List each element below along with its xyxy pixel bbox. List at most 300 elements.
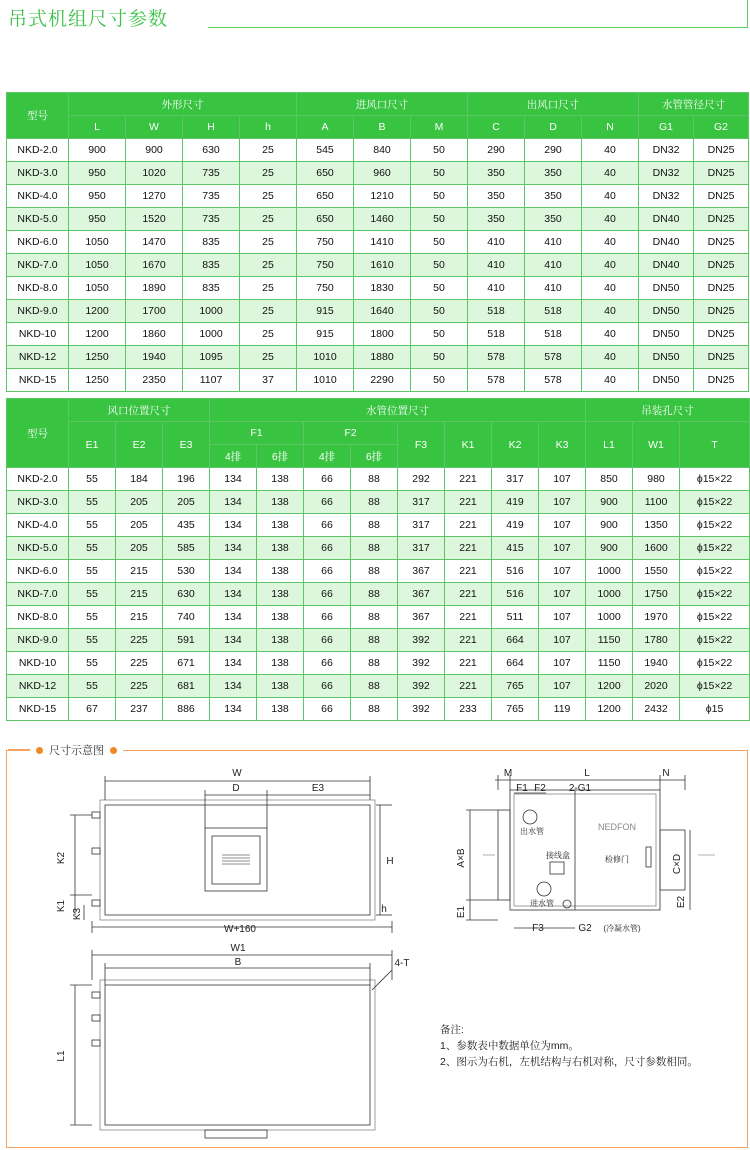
table-cell: 740 (163, 606, 210, 629)
table-cell: 392 (398, 698, 445, 721)
table-cell: 25 (240, 162, 297, 185)
table-cell: 138 (257, 514, 304, 537)
table-cell: DN25 (694, 346, 749, 369)
table-cell: ϕ15×22 (680, 537, 750, 560)
table-cell: 1520 (126, 208, 183, 231)
table-cell: 66 (304, 560, 351, 583)
model-header: 型号 (7, 93, 69, 139)
table-cell: 1600 (633, 537, 680, 560)
table-cell: 1050 (69, 231, 126, 254)
table-cell: 221 (445, 652, 492, 675)
table-cell: 66 (304, 698, 351, 721)
model-cell: NKD-7.0 (7, 583, 69, 606)
table-cell: 107 (539, 468, 586, 491)
table-cell: 518 (525, 323, 582, 346)
side-casing (510, 790, 660, 910)
table-cell: 66 (304, 675, 351, 698)
table-cell: 1890 (126, 277, 183, 300)
table-cell: ϕ15 (680, 698, 750, 721)
table-cell: 350 (468, 208, 525, 231)
table-cell: DN40 (639, 254, 694, 277)
table-cell: 107 (539, 583, 586, 606)
model-cell: NKD-9.0 (7, 300, 69, 323)
table-cell: 88 (351, 514, 398, 537)
table-cell: 205 (163, 491, 210, 514)
table-cell: 25 (240, 254, 297, 277)
table-cell: 578 (525, 369, 582, 392)
model-cell: NKD-4.0 (7, 185, 69, 208)
table-cell: 215 (116, 583, 163, 606)
table-cell: 511 (492, 606, 539, 629)
table-cell: 184 (116, 468, 163, 491)
table-cell: 25 (240, 139, 297, 162)
group-header-outlet: 出风口尺寸 (468, 93, 639, 116)
table-cell: 205 (116, 514, 163, 537)
table-cell: DN50 (639, 300, 694, 323)
label-access-door: 检修门 (605, 855, 629, 864)
table-cell: 107 (539, 537, 586, 560)
group-header-inlet: 进风口尺寸 (297, 93, 468, 116)
col-header-w1: W1 (633, 422, 680, 468)
label-junction-box: 接线盒 (546, 851, 570, 860)
table-cell: 765 (492, 698, 539, 721)
col-header-a: A (297, 116, 354, 139)
table-cell: 225 (116, 652, 163, 675)
col-header-g2: G2 (694, 116, 749, 139)
table-cell: DN25 (694, 300, 749, 323)
table-cell: 630 (163, 583, 210, 606)
table-cell: 55 (69, 629, 116, 652)
table-cell: 1000 (183, 300, 240, 323)
notes-line-2: 2、图示为右机，左机结构与右机对称，尺寸参数相同。 (440, 1056, 698, 1068)
table-cell: 134 (210, 468, 257, 491)
table-cell: 66 (304, 514, 351, 537)
table-cell: 1460 (354, 208, 411, 231)
table-cell: 196 (163, 468, 210, 491)
table-cell: 138 (257, 629, 304, 652)
table-cell: 25 (240, 231, 297, 254)
table-cell: 664 (492, 652, 539, 675)
table-cell: DN25 (694, 208, 749, 231)
table-cell: 88 (351, 698, 398, 721)
table-cell: 1780 (633, 629, 680, 652)
table-cell: ϕ15×22 (680, 629, 750, 652)
table-cell: 900 (126, 139, 183, 162)
dim-label-w: W (232, 768, 242, 779)
table-cell: 50 (411, 231, 468, 254)
table-cell: 119 (539, 698, 586, 721)
table-cell: 735 (183, 185, 240, 208)
table-cell: 735 (183, 162, 240, 185)
col-header-k2: K2 (492, 422, 539, 468)
table-cell: 37 (240, 369, 297, 392)
table-cell: 410 (525, 254, 582, 277)
table-cell: 50 (411, 162, 468, 185)
model-cell: NKD-5.0 (7, 208, 69, 231)
table-cell: 55 (69, 537, 116, 560)
table-cell: 1470 (126, 231, 183, 254)
table-cell: 392 (398, 629, 445, 652)
model-cell: NKD-15 (7, 369, 69, 392)
table-cell: 50 (411, 139, 468, 162)
table-cell: 66 (304, 468, 351, 491)
table-cell: 40 (582, 208, 639, 231)
table-cell: 2290 (354, 369, 411, 392)
table-cell: 1200 (586, 675, 633, 698)
table-cell: 134 (210, 560, 257, 583)
dim-label-h: H (386, 856, 394, 867)
table-cell: 1000 (183, 323, 240, 346)
col-header-f2-6: 6排 (351, 445, 398, 468)
dim-label-cxd: C×D (672, 853, 683, 875)
table-cell: 1750 (633, 583, 680, 606)
table-cell: 55 (69, 491, 116, 514)
table-cell: 134 (210, 629, 257, 652)
model-cell: NKD-7.0 (7, 254, 69, 277)
table-cell: 1670 (126, 254, 183, 277)
table-cell: DN32 (639, 139, 694, 162)
group-header-pipe: 水管管径尺寸 (639, 93, 749, 116)
table-cell: 735 (183, 208, 240, 231)
table-cell: 50 (411, 300, 468, 323)
table-cell: 88 (351, 652, 398, 675)
table-cell: 2432 (633, 698, 680, 721)
table-cell: 410 (468, 254, 525, 277)
table-cell: 518 (468, 323, 525, 346)
model-cell: NKD-12 (7, 675, 69, 698)
table-cell: 1107 (183, 369, 240, 392)
outlet-pipe-circle (523, 810, 537, 824)
table-cell: 367 (398, 583, 445, 606)
table-cell: 290 (468, 139, 525, 162)
table-cell: 1200 (69, 323, 126, 346)
table-cell: DN50 (639, 369, 694, 392)
group-header-pipe-pos: 水管位置尺寸 (210, 399, 586, 422)
dim-label-e1: E1 (456, 905, 467, 919)
table-cell: DN25 (694, 254, 749, 277)
table-cell: 1970 (633, 606, 680, 629)
table-cell: 545 (297, 139, 354, 162)
table-cell: 317 (492, 468, 539, 491)
table-cell: 88 (351, 675, 398, 698)
table-cell: ϕ15×22 (680, 468, 750, 491)
table-cell: 835 (183, 254, 240, 277)
table-cell: 40 (582, 300, 639, 323)
table-cell: 2020 (633, 675, 680, 698)
table-cell: ϕ15×22 (680, 491, 750, 514)
table-cell: 50 (411, 369, 468, 392)
table-cell: 55 (69, 560, 116, 583)
table-cell: 25 (240, 185, 297, 208)
table-cell: 134 (210, 537, 257, 560)
table-cell: 40 (582, 346, 639, 369)
label-inlet-pipe: 进水管 (530, 899, 554, 908)
table-cell: 25 (240, 323, 297, 346)
table-cell: 55 (69, 652, 116, 675)
table-cell: 1640 (354, 300, 411, 323)
table-cell: ϕ15×22 (680, 675, 750, 698)
table-cell: 292 (398, 468, 445, 491)
col-header-e1: E1 (69, 422, 116, 468)
table-cell: 1000 (586, 606, 633, 629)
inlet-pipe-circle (537, 882, 551, 896)
table-cell: ϕ15×22 (680, 560, 750, 583)
table-cell: 88 (351, 537, 398, 560)
table-cell: 1010 (297, 346, 354, 369)
col-header-e3: E3 (163, 422, 210, 468)
table-cell: 415 (492, 537, 539, 560)
table-cell: 1940 (126, 346, 183, 369)
col-header-f3: F3 (398, 422, 445, 468)
diagram-section-title: 尺寸示意图 (49, 745, 104, 757)
table-cell: 1700 (126, 300, 183, 323)
table-cell: 55 (69, 514, 116, 537)
table-cell: 410 (525, 231, 582, 254)
dim-label-k1: K1 (56, 899, 67, 913)
table-cell: 134 (210, 698, 257, 721)
table-cell: 410 (468, 231, 525, 254)
table-cell: 650 (297, 208, 354, 231)
table-cell: 585 (163, 537, 210, 560)
page-title: 吊式机组尺寸参数 (8, 9, 169, 30)
model-cell: NKD-2.0 (7, 468, 69, 491)
table-cell: 1350 (633, 514, 680, 537)
dim-label-n: N (662, 768, 670, 779)
dim-label-f2: F2 (534, 783, 546, 794)
group-header-outer: 外形尺寸 (69, 93, 297, 116)
table-cell: 138 (257, 675, 304, 698)
table-cell: 107 (539, 652, 586, 675)
table-cell: 134 (210, 606, 257, 629)
table-cell: 40 (582, 139, 639, 162)
table-cell: 205 (116, 491, 163, 514)
table-cell: 950 (69, 185, 126, 208)
table-cell: 237 (116, 698, 163, 721)
table-cell: 66 (304, 652, 351, 675)
model-cell: NKD-8.0 (7, 277, 69, 300)
table-cell: DN50 (639, 346, 694, 369)
table-cell: 650 (297, 162, 354, 185)
table-cell: 221 (445, 675, 492, 698)
table-cell: 419 (492, 491, 539, 514)
table-cell: 134 (210, 583, 257, 606)
brand-logo: NEDFON (598, 822, 636, 832)
table-cell: 67 (69, 698, 116, 721)
table-cell: DN40 (639, 231, 694, 254)
table-cell: 221 (445, 629, 492, 652)
table-cell: 107 (539, 675, 586, 698)
table-cell: 55 (69, 468, 116, 491)
model-cell: NKD-4.0 (7, 514, 69, 537)
table-cell: 900 (586, 514, 633, 537)
table-cell: DN40 (639, 208, 694, 231)
notes-line-1: 1、参数表中数据单位为mm。 (440, 1040, 579, 1052)
table-cell: 107 (539, 491, 586, 514)
table-cell: 25 (240, 346, 297, 369)
col-header-b: B (354, 116, 411, 139)
table-cell: 50 (411, 185, 468, 208)
dim-label-l: L (584, 768, 590, 779)
table-cell: 1020 (126, 162, 183, 185)
table-cell: 55 (69, 675, 116, 698)
table-cell: 40 (582, 254, 639, 277)
table-cell: 138 (257, 468, 304, 491)
col-header-m: M (411, 116, 468, 139)
table-cell: 1100 (633, 491, 680, 514)
table-cell: 367 (398, 606, 445, 629)
table-cell: 1880 (354, 346, 411, 369)
table-cell: DN50 (639, 323, 694, 346)
col-header-n: N (582, 116, 639, 139)
table-cell: 40 (582, 369, 639, 392)
table-cell: 392 (398, 675, 445, 698)
model-cell: NKD-2.0 (7, 139, 69, 162)
table-cell: 750 (297, 231, 354, 254)
table-cell: 215 (116, 560, 163, 583)
col-header-e2: E2 (116, 422, 163, 468)
table-cell: 40 (582, 323, 639, 346)
table-cell: DN50 (639, 277, 694, 300)
dim-label-f1: F1 (516, 783, 528, 794)
table-cell: DN25 (694, 323, 749, 346)
table-cell: 750 (297, 254, 354, 277)
table-cell: 900 (69, 139, 126, 162)
table-cell: 134 (210, 514, 257, 537)
dim-label-k2: K2 (56, 851, 67, 865)
table-cell: 25 (240, 208, 297, 231)
table-cell: 650 (297, 185, 354, 208)
table-cell: 516 (492, 583, 539, 606)
table-cell: 205 (116, 537, 163, 560)
table-cell: 516 (492, 560, 539, 583)
table-cell: DN25 (694, 185, 749, 208)
label-condensate-pipe: (冷凝水管) (603, 924, 641, 933)
table-cell: 1550 (633, 560, 680, 583)
table-cell: 578 (468, 369, 525, 392)
table-cell: 107 (539, 514, 586, 537)
dim-label-e3: E3 (311, 783, 325, 794)
col-header-k1: K1 (445, 422, 492, 468)
table-cell: 367 (398, 560, 445, 583)
table-cell: 850 (586, 468, 633, 491)
table-cell: 66 (304, 606, 351, 629)
table-cell: 900 (586, 537, 633, 560)
label-outlet-pipe: 出水管 (520, 827, 544, 836)
table-cell: 950 (69, 162, 126, 185)
table-cell: 1200 (586, 698, 633, 721)
table-cell: 950 (69, 208, 126, 231)
dim-label-d: D (232, 783, 240, 794)
table-cell: 40 (582, 277, 639, 300)
front-casing (105, 805, 370, 915)
outlet-box (205, 828, 267, 891)
table-cell: 66 (304, 583, 351, 606)
dim-label-e2: E2 (676, 895, 687, 909)
model-cell: NKD-5.0 (7, 537, 69, 560)
table-cell: 980 (633, 468, 680, 491)
table-cell: 40 (582, 231, 639, 254)
table-cell: 25 (240, 300, 297, 323)
col-header-f1-4: 4排 (210, 445, 257, 468)
table-cell: 233 (445, 698, 492, 721)
model-header: 型号 (7, 399, 69, 468)
table-cell: 66 (304, 491, 351, 514)
table-cell: 138 (257, 491, 304, 514)
col-header-f2: F2 (304, 422, 398, 445)
dim-label-l1: L1 (56, 1050, 67, 1062)
group-header-vent: 风口位置尺寸 (69, 399, 210, 422)
table-cell: 88 (351, 560, 398, 583)
table-cell: 40 (582, 185, 639, 208)
table-cell: 835 (183, 231, 240, 254)
table-cell: 578 (468, 346, 525, 369)
table-cell: 55 (69, 606, 116, 629)
dim-label-w1: W1 (230, 943, 246, 954)
table-cell: 88 (351, 491, 398, 514)
model-cell: NKD-10 (7, 652, 69, 675)
table-cell: 835 (183, 277, 240, 300)
col-header-f1: F1 (210, 422, 304, 445)
dim-label-w160: W+160 (224, 924, 256, 935)
model-cell: NKD-10 (7, 323, 69, 346)
dim-label-2g1: 2-G1 (568, 783, 592, 794)
table-cell: 1000 (586, 583, 633, 606)
col-header-f1-6: 6排 (257, 445, 304, 468)
table-cell: 225 (116, 675, 163, 698)
table-cell: 221 (445, 606, 492, 629)
model-cell: NKD-3.0 (7, 491, 69, 514)
table-cell: 392 (398, 652, 445, 675)
model-cell: NKD-3.0 (7, 162, 69, 185)
table-cell: 1050 (69, 277, 126, 300)
dim-label-f3: F3 (532, 923, 544, 934)
model-cell: NKD-9.0 (7, 629, 69, 652)
table-cell: DN25 (694, 369, 749, 392)
dim-label-axb: A×B (456, 848, 467, 868)
table-cell: 50 (411, 254, 468, 277)
table-cell: 1150 (586, 652, 633, 675)
table-cell: 1270 (126, 185, 183, 208)
table-cell: 350 (525, 208, 582, 231)
table-cell: 1800 (354, 323, 411, 346)
col-header-l: L (69, 116, 126, 139)
notes-heading: 备注: (440, 1024, 464, 1036)
col-header-h: h (240, 116, 297, 139)
table-cell: 664 (492, 629, 539, 652)
table-cell: ϕ15×22 (680, 583, 750, 606)
table-cell: 134 (210, 491, 257, 514)
table-cell: 1150 (586, 629, 633, 652)
table-cell: 317 (398, 514, 445, 537)
table-cell: 630 (183, 139, 240, 162)
table-cell: 138 (257, 560, 304, 583)
table-cell: 50 (411, 346, 468, 369)
table-cell: 107 (539, 560, 586, 583)
col-header-g1: G1 (639, 116, 694, 139)
table-cell: DN25 (694, 277, 749, 300)
table-cell: 960 (354, 162, 411, 185)
table-cell: 317 (398, 537, 445, 560)
table-cell: 591 (163, 629, 210, 652)
col-header-f2-4: 4排 (304, 445, 351, 468)
table-cell: 134 (210, 675, 257, 698)
table-cell: 25 (240, 277, 297, 300)
table-cell: 1860 (126, 323, 183, 346)
table-cell: 138 (257, 652, 304, 675)
table-cell: 50 (411, 208, 468, 231)
col-header-d: D (525, 116, 582, 139)
table-cell: 221 (445, 560, 492, 583)
